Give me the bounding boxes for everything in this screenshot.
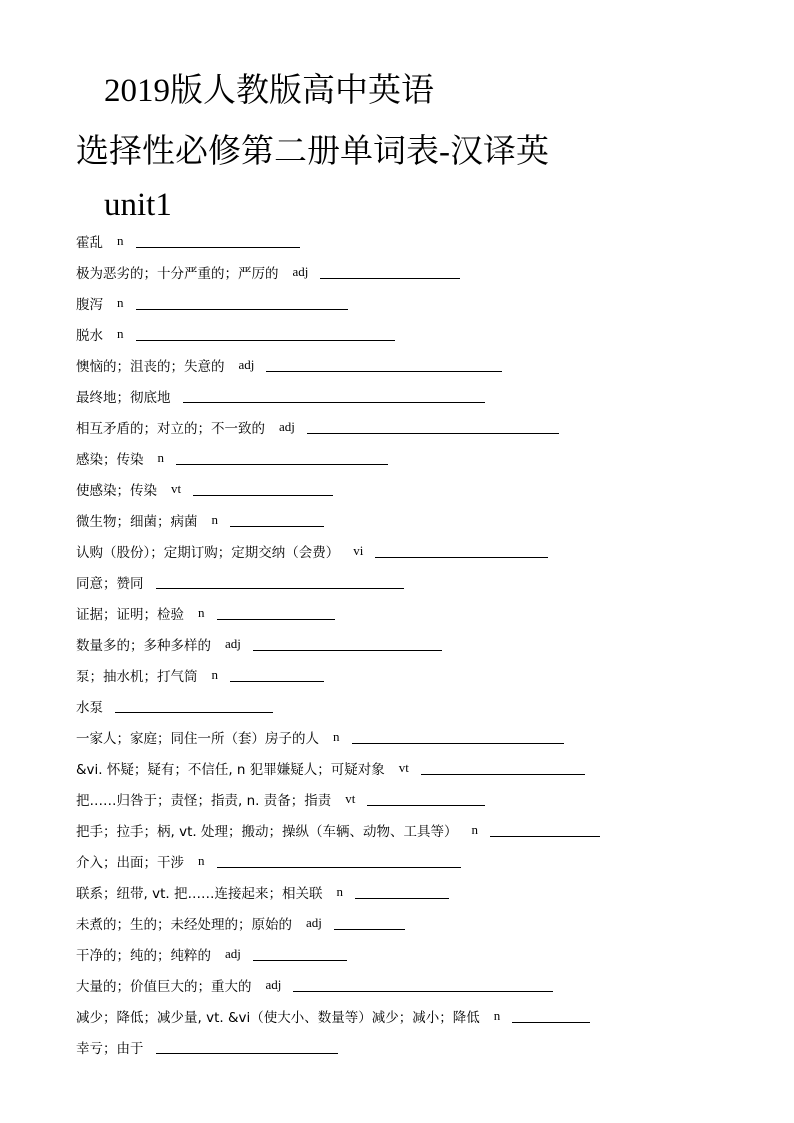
entry-part-of-speech: adj: [279, 418, 295, 434]
entry-chinese-meaning: 泵；抽水机；打气筒: [76, 668, 198, 685]
vocabulary-entry: [76, 442, 776, 473]
answer-blank-line[interactable]: [512, 1008, 590, 1023]
vocabulary-entry: [76, 566, 776, 597]
entry-chinese-meaning: 微生物；细菌；病菌: [76, 513, 198, 530]
entry-part-of-speech: adj: [225, 635, 241, 651]
entry-part-of-speech: adj: [306, 914, 322, 930]
answer-blank-line[interactable]: [253, 946, 347, 961]
vocabulary-entry: [76, 597, 776, 628]
vocabulary-entry: [76, 473, 776, 504]
vocabulary-list: [76, 225, 776, 1062]
entry-chinese-meaning: 同意；赞同: [76, 575, 144, 592]
vocabulary-entry: [76, 783, 776, 814]
vocabulary-entry: [76, 349, 776, 380]
answer-blank-line[interactable]: [193, 481, 333, 496]
entry-part-of-speech: n: [211, 666, 218, 682]
answer-blank-line[interactable]: [355, 884, 449, 899]
vocabulary-entry: [76, 225, 776, 256]
vocabulary-entry: [76, 535, 776, 566]
entry-chinese-meaning: 脱水: [76, 327, 103, 344]
entry-chinese-meaning: 干净的；纯的；纯粹的: [76, 947, 211, 964]
answer-blank-line[interactable]: [352, 729, 564, 744]
unit-heading: unit1: [104, 187, 172, 223]
vocabulary-entry: [76, 256, 776, 287]
entry-chinese-meaning: 感染；传染: [76, 451, 144, 468]
vocabulary-entry: [76, 876, 776, 907]
entry-part-of-speech: adj: [265, 976, 282, 992]
entry-part-of-speech: n: [198, 852, 205, 868]
entry-part-of-speech: n: [471, 821, 478, 837]
entry-part-of-speech: vt: [398, 759, 409, 775]
entry-chinese-meaning: 相互矛盾的；对立的；不一致的: [76, 420, 265, 437]
vocabulary-entry: [76, 287, 776, 318]
entry-chinese-meaning: 数量多的；多种多样的: [76, 637, 211, 654]
answer-blank-line[interactable]: [136, 233, 300, 248]
entry-part-of-speech: adj: [292, 263, 309, 279]
answer-blank-line[interactable]: [490, 822, 600, 837]
vocabulary-entry: [76, 659, 776, 690]
entry-chinese-meaning: 把手；拉手；柄, vt. 处理；搬动；操纵（车辆、动物、工具等）: [76, 823, 458, 840]
answer-blank-line[interactable]: [183, 388, 485, 403]
entry-part-of-speech: vt: [345, 790, 356, 806]
answer-blank-line[interactable]: [421, 760, 585, 775]
vocabulary-entry: [76, 380, 776, 411]
answer-blank-line[interactable]: [156, 574, 404, 589]
answer-blank-line[interactable]: [320, 264, 460, 279]
entry-part-of-speech: n: [117, 325, 124, 341]
vocabulary-entry: [76, 1031, 776, 1062]
answer-blank-line[interactable]: [334, 915, 405, 930]
entry-chinese-meaning: 大量的；价值巨大的；重大的: [76, 978, 252, 995]
document-title: 2019版人教版高中英语: [104, 73, 434, 109]
entry-chinese-meaning: 把……归咎于；责怪；指责, n. 责备；指责: [76, 792, 332, 809]
vocabulary-entry: [76, 907, 776, 938]
entry-part-of-speech: n: [117, 294, 124, 310]
entry-chinese-meaning: 减少；降低；减少量, vt. &vi（使大小、数量等）减少；减小；降低: [76, 1009, 480, 1026]
entry-chinese-meaning: 一家人；家庭；同住一所（套）房子的人: [76, 730, 319, 747]
document-subtitle: 选择性必修第二册单词表-汉译英: [76, 134, 549, 170]
entry-chinese-meaning: 霍乱: [76, 234, 103, 251]
entry-chinese-meaning: 未煮的；生的；未经处理的；原始的: [76, 916, 292, 933]
vocabulary-entry: [76, 628, 776, 659]
entry-chinese-meaning: 懊恼的；沮丧的；失意的: [76, 358, 225, 375]
entry-chinese-meaning: 介入；出面；干涉: [76, 854, 184, 871]
vocabulary-entry: [76, 1000, 776, 1031]
vocabulary-entry: [76, 690, 776, 721]
answer-blank-line[interactable]: [156, 1039, 338, 1054]
vocabulary-entry: [76, 969, 776, 1000]
answer-blank-line[interactable]: [253, 636, 442, 651]
entry-chinese-meaning: 腹泻: [76, 296, 103, 313]
vocabulary-entry: [76, 504, 776, 535]
entry-part-of-speech: vt: [171, 480, 182, 496]
entry-part-of-speech: n: [211, 511, 218, 527]
entry-chinese-meaning: 联系；纽带, vt. 把……连接起来；相关联: [76, 885, 323, 902]
answer-blank-line[interactable]: [266, 357, 502, 372]
answer-blank-line[interactable]: [136, 295, 348, 310]
entry-part-of-speech: n: [117, 232, 124, 248]
vocabulary-entry: [76, 938, 776, 969]
entry-part-of-speech: n: [336, 883, 343, 899]
entry-chinese-meaning: 幸亏；由于: [76, 1040, 144, 1057]
answer-blank-line[interactable]: [375, 543, 548, 558]
entry-part-of-speech: vi: [353, 542, 364, 558]
answer-blank-line[interactable]: [230, 512, 324, 527]
entry-part-of-speech: n: [493, 1007, 501, 1023]
entry-chinese-meaning: 最终地；彻底地: [76, 389, 171, 406]
answer-blank-line[interactable]: [217, 853, 461, 868]
answer-blank-line[interactable]: [115, 698, 273, 713]
answer-blank-line[interactable]: [367, 791, 485, 806]
vocabulary-entry: [76, 318, 776, 349]
answer-blank-line[interactable]: [293, 977, 553, 992]
entry-part-of-speech: adj: [238, 356, 255, 372]
entry-part-of-speech: n: [198, 604, 205, 620]
entry-chinese-meaning: 极为恶劣的；十分严重的；严厉的: [76, 265, 279, 282]
answer-blank-line[interactable]: [230, 667, 324, 682]
vocabulary-entry: [76, 411, 776, 442]
entry-part-of-speech: adj: [225, 945, 241, 961]
vocabulary-entry: [76, 814, 776, 845]
answer-blank-line[interactable]: [136, 326, 395, 341]
entry-chinese-meaning: 认购（股份）；定期订购；定期交纳（会费）: [76, 544, 340, 561]
entry-part-of-speech: n: [333, 728, 340, 744]
entry-chinese-meaning: 证据；证明；检验: [76, 606, 184, 623]
vocabulary-entry: [76, 845, 776, 876]
vocabulary-entry: [76, 752, 776, 783]
answer-blank-line[interactable]: [176, 450, 388, 465]
entry-chinese-meaning: 使感染；传染: [76, 482, 157, 499]
entry-chinese-meaning: 水泵: [76, 699, 103, 716]
entry-chinese-meaning: &vi. 怀疑；疑有；不信任, n 犯罪嫌疑人；可疑对象: [76, 761, 385, 778]
answer-blank-line[interactable]: [217, 605, 335, 620]
vocabulary-entry: [76, 721, 776, 752]
answer-blank-line[interactable]: [307, 419, 559, 434]
entry-part-of-speech: n: [157, 449, 164, 465]
